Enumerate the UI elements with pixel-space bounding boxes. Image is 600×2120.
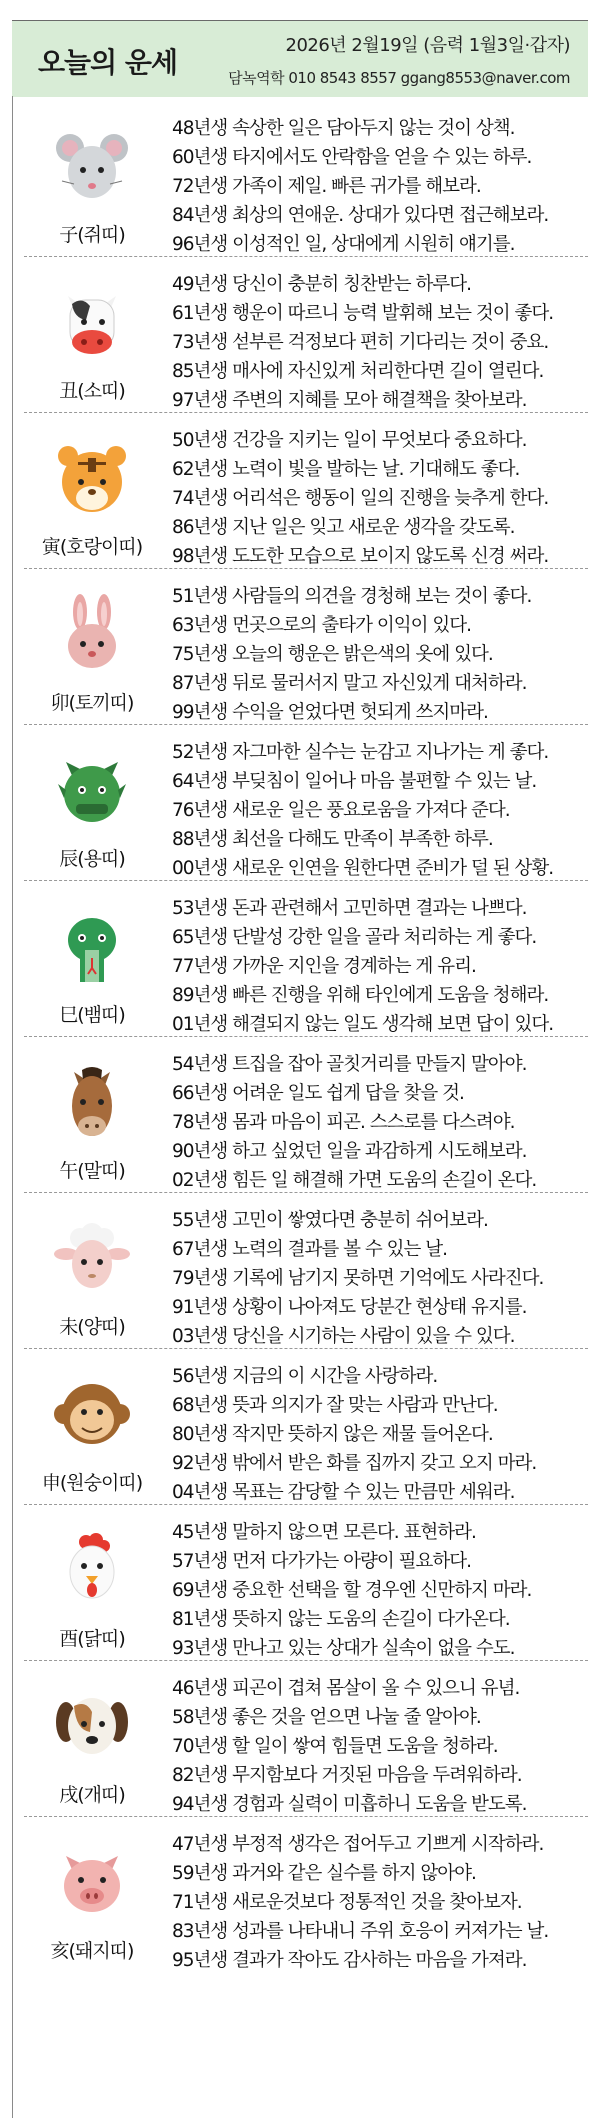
divider [24,1348,588,1349]
fortune-line: 85년생 매사에 자신있게 처리한다면 길이 열린다. [172,361,544,382]
fortune-line: 66년생 어려운 일도 쉽게 답을 찾을 것. [172,1083,464,1104]
fortune-line: 50년생 건강을 지키는 일이 무엇보다 중요하다. [172,430,527,451]
fortune-lines [172,1518,584,1663]
fortune-line: 92년생 밖에서 받은 화를 집까지 갖고 오지 마라. [172,1453,537,1474]
sheep-icon [52,1218,132,1298]
dragon-icon [52,750,132,830]
zodiac-name: 寅(호랑이띠) [41,536,143,558]
fortune-line: 99년생 수익을 얻었다면 헛되게 쓰지마라. [172,702,488,723]
fortune-list [12,96,588,2118]
fortune-lines [172,1674,584,1819]
fortune-line: 94년생 경험과 실력이 미흡하니 도움을 받도록. [172,1794,527,1815]
fortune-line: 48년생 속상한 일은 담아두지 않는 것이 상책. [172,118,515,139]
rabbit-icon [52,594,132,674]
fortune-line: 78년생 몸과 마음이 피곤. 스스로를 다스려야. [172,1112,515,1133]
zodiac-name: 子(쥐띠) [59,224,125,246]
fortune-line: 95년생 결과가 작아도 감사하는 마음을 가져라. [172,1950,527,1971]
snake-icon [52,906,132,986]
zodiac-name: 未(양띠) [59,1316,125,1338]
fortune-lines [172,1830,584,1975]
fortune-line: 70년생 할 일이 쌓여 힘들면 도움을 청하라. [172,1736,498,1757]
divider [24,1816,588,1817]
fortune-line: 46년생 피곤이 겹쳐 몸살이 올 수 있으니 유념. [172,1678,520,1699]
fortune-line: 03년생 당신을 시기하는 사람이 있을 수 있다. [172,1326,515,1347]
fortune-line: 01년생 해결되지 않는 일도 생각해 보면 답이 있다. [172,1014,554,1035]
fortune-line: 93년생 만나고 있는 상대가 실속이 없을 수도. [172,1638,515,1659]
contact-line: 담녹역학 010 8543 8557 ggang8553@naver.com [228,69,570,87]
pig-icon [52,1842,132,1922]
date-line: 2026년 2월19일 (음력 1월3일·갑자) [285,35,570,56]
fortune-line: 91년생 상황이 나아져도 당분간 현상태 유지를. [172,1297,527,1318]
fortune-line: 54년생 트집을 잡아 골칫거리를 만들지 말아야. [172,1054,527,1075]
divider [24,724,588,725]
fortune-row [12,572,588,727]
fortune-line: 60년생 타지에서도 안락함을 얻을 수 있는 하루. [172,147,532,168]
fortune-line: 45년생 말하지 않으면 모른다. 표현하라. [172,1522,476,1543]
zodiac-name: 酉(닭띠) [59,1628,125,1650]
fortune-line: 61년생 행운이 따르니 능력 발휘해 보는 것이 좋다. [172,303,554,324]
fortune-row [12,1040,588,1195]
fortune-row [12,260,588,415]
dog-icon [52,1686,132,1766]
fortune-line: 75년생 오늘의 행운은 밝은색의 옷에 있다. [172,644,493,665]
divider [24,1192,588,1193]
fortune-lines [172,1362,584,1507]
fortune-lines [172,270,584,415]
fortune-line: 47년생 부정적 생각은 접어두고 기쁘게 시작하라. [172,1834,544,1855]
fortune-row [12,416,588,571]
zodiac-name: 丑(소띠) [59,380,125,402]
fortune-line: 53년생 돈과 관련해서 고민하면 결과는 나쁘다. [172,898,527,919]
fortune-line: 62년생 노력이 빛을 발하는 날. 기대해도 좋다. [172,459,520,480]
fortune-lines [172,894,584,1039]
zodiac-name: 戌(개띠) [59,1784,125,1806]
fortune-line: 02년생 힘든 일 해결해 가면 도움의 손길이 온다. [172,1170,537,1191]
rat-icon [52,126,132,206]
fortune-row [12,1820,588,1975]
fortune-line: 67년생 노력의 결과를 볼 수 있는 날. [172,1239,448,1260]
fortune-row [12,728,588,883]
fortune-line: 82년생 무지함보다 거짓된 마음을 두려워하라. [172,1765,522,1786]
divider [24,1660,588,1661]
fortune-lines [172,1050,584,1195]
fortune-lines [172,426,584,571]
fortune-lines [172,114,584,259]
fortune-line: 68년생 뜻과 의지가 잘 맞는 사람과 만난다. [172,1395,498,1416]
rooster-icon [52,1530,132,1610]
fortune-row [12,1664,588,1819]
fortune-line: 96년생 이성적인 일, 상대에게 시원히 얘기를. [172,234,515,255]
fortune-lines [172,582,584,727]
header [12,20,588,97]
fortune-line: 77년생 가까운 지인을 경계하는 게 유리. [172,956,476,977]
fortune-line: 88년생 최선을 다해도 만족이 부족한 하루. [172,829,493,850]
fortune-line: 90년생 하고 싶었던 일을 과감하게 시도해보라. [172,1141,527,1162]
fortune-line: 98년생 도도한 모습으로 보이지 않도록 신경 써라. [172,546,549,567]
fortune-line: 80년생 작지만 뜻하지 않은 재물 들어온다. [172,1424,493,1445]
fortune-row [12,1352,588,1507]
zodiac-name: 亥(돼지띠) [50,1940,134,1962]
fortune-line: 57년생 먼저 다가가는 아량이 필요하다. [172,1551,472,1572]
fortune-row [12,884,588,1039]
zodiac-name: 巳(뱀띠) [59,1004,125,1026]
fortune-line: 83년생 성과를 나타내니 주위 호응이 커져가는 날. [172,1921,549,1942]
fortune-lines [172,738,584,883]
fortune-line: 55년생 고민이 쌓였다면 충분히 쉬어보라. [172,1210,488,1231]
fortune-line: 04년생 목표는 감당할 수 있는 만큼만 세워라. [172,1482,515,1503]
fortune-line: 81년생 뜻하지 않는 도움의 손길이 다가온다. [172,1609,510,1630]
fortune-row [12,1196,588,1351]
fortune-line: 71년생 새로운것보다 정통적인 것을 찾아보자. [172,1892,522,1913]
tiger-icon [52,438,132,518]
divider [24,1036,588,1037]
fortune-line: 59년생 과거와 같은 실수를 하지 않아야. [172,1863,476,1884]
horse-icon [52,1062,132,1142]
fortune-row [12,1508,588,1663]
fortune-line: 69년생 중요한 선택을 할 경우엔 신만하지 마라. [172,1580,532,1601]
fortune-line: 97년생 주변의 지혜를 모아 해결책을 찾아보라. [172,390,527,411]
fortune-line: 52년생 자그마한 실수는 눈감고 지나가는 게 좋다. [172,742,549,763]
fortune-line: 87년생 뒤로 물러서지 말고 자신있게 대처하라. [172,673,527,694]
fortune-line: 86년생 지난 일은 잊고 새로운 생각을 갖도록. [172,517,515,538]
fortune-line: 79년생 기록에 남기지 못하면 기억에도 사라진다. [172,1268,544,1289]
divider [24,880,588,881]
fortune-line: 64년생 부딪침이 일어나 마음 불편할 수 있는 날. [172,771,537,792]
fortune-line: 56년생 지금의 이 시간을 사랑하라. [172,1366,438,1387]
divider [24,1504,588,1505]
fortune-line: 65년생 단발성 강한 일을 골라 처리하는 게 좋다. [172,927,537,948]
zodiac-name: 午(말띠) [59,1160,125,1182]
fortune-line: 84년생 최상의 연애운. 상대가 있다면 접근해보라. [172,205,549,226]
fortune-line: 89년생 빠른 진행을 위해 타인에게 도움을 청해라. [172,985,549,1006]
page-title: 오늘의 운세 [38,46,177,79]
fortune-line: 00년생 새로운 인연을 원한다면 준비가 덜 된 상황. [172,858,554,879]
zodiac-name: 申(원숭이띠) [41,1472,143,1494]
fortune-line: 58년생 좋은 것을 얻으면 나눌 줄 알아야. [172,1707,481,1728]
divider [24,568,588,569]
divider [24,256,588,257]
fortune-line: 63년생 먼곳으로의 출타가 이익이 있다. [172,615,472,636]
fortune-line: 51년생 사람들의 의견을 경청해 보는 것이 좋다. [172,586,532,607]
ox-icon [52,282,132,362]
fortune-line: 49년생 당신이 충분히 칭찬받는 하루다. [172,274,472,295]
divider [24,412,588,413]
fortune-line: 74년생 어리석은 행동이 일의 진행을 늦추게 한다. [172,488,549,509]
fortune-lines [172,1206,584,1351]
fortune-line: 73년생 섣부른 걱정보다 편히 기다리는 것이 중요. [172,332,549,353]
zodiac-name: 辰(용띠) [59,848,125,870]
fortune-line: 76년생 새로운 일은 풍요로움을 가져다 준다. [172,800,510,821]
fortune-line: 72년생 가족이 제일. 빠른 귀가를 해보라. [172,176,481,197]
fortune-row [12,104,588,259]
monkey-icon [52,1374,132,1454]
zodiac-name: 卯(토끼띠) [50,692,134,714]
